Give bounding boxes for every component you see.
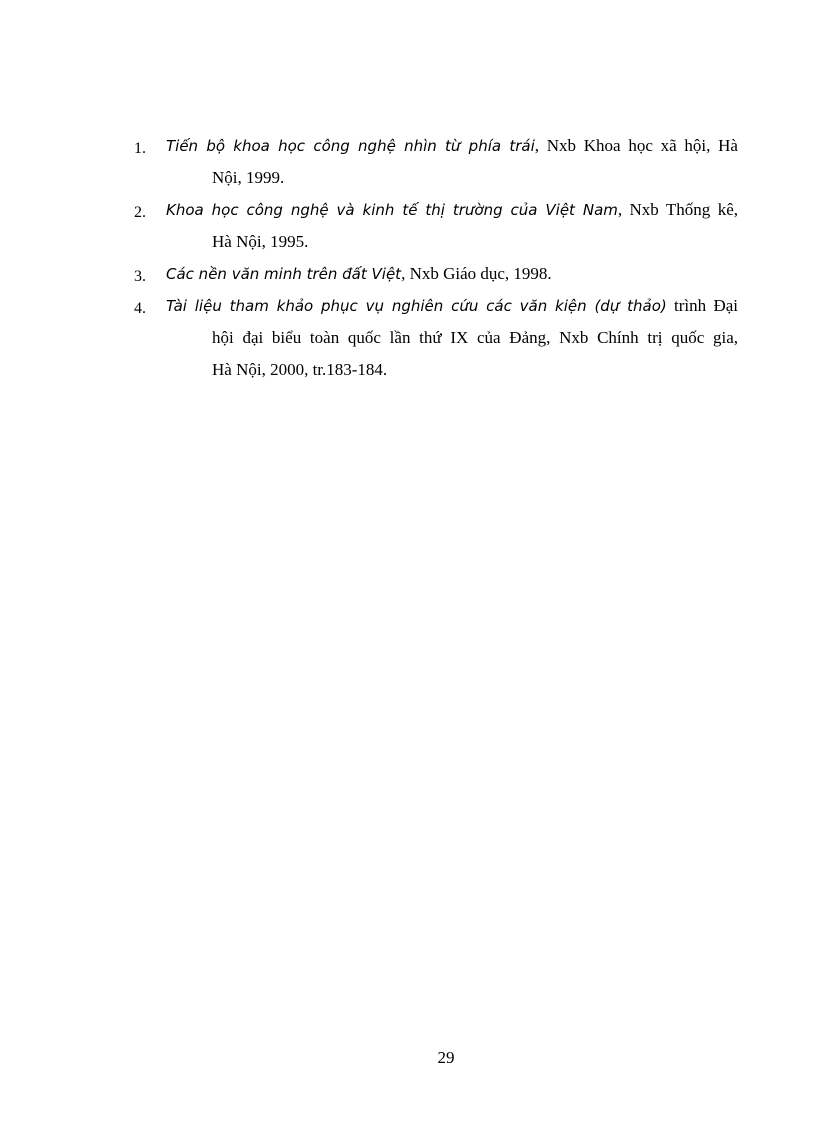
reference-item-3 (134, 258, 738, 290)
reference-title: Tiến bộ khoa học công nghệ nhìn từ phía trái (166, 137, 535, 155)
reference-first-line (166, 258, 738, 290)
reference-item-1 (134, 130, 738, 194)
reference-publisher: , Nxb Khoa học xã hội, Hà (534, 136, 738, 155)
reference-list (134, 130, 738, 386)
reference-number: 2. (134, 204, 146, 221)
reference-publisher: trình Đại (666, 296, 738, 315)
reference-title: Khoa học công nghệ và kinh tế thị trường của Việt Nam (166, 201, 618, 219)
reference-title: Các nền văn minh trên đất Việt (166, 265, 402, 283)
reference-number: 4. (134, 300, 146, 317)
reference-publisher: , Nxb Giáo dục, 1998. (401, 264, 552, 283)
reference-first-line (166, 130, 738, 162)
reference-continuation: Hà Nội, 1995. (212, 232, 309, 251)
reference-title: Tài liệu tham khảo phục vụ nghiên cứu các văn kiện (dự thảo) (166, 297, 667, 315)
reference-publisher: , Nxb Thống kê, (617, 200, 738, 219)
reference-continuation: Nội, 1999. (212, 168, 285, 187)
reference-continuation: Hà Nội, 2000, tr.183-184. (212, 360, 388, 379)
reference-item-2 (134, 194, 738, 258)
page-number: 29 (437, 1048, 455, 1067)
reference-continuation: hội đại biểu toàn quốc lần thứ IX của Đảng, Nxb Chính trị quốc gia, (212, 328, 738, 347)
reference-item-4 (134, 290, 738, 386)
reference-number: 1. (134, 140, 146, 157)
reference-number: 3. (134, 268, 146, 285)
reference-first-line (166, 290, 738, 322)
reference-first-line (166, 194, 738, 226)
